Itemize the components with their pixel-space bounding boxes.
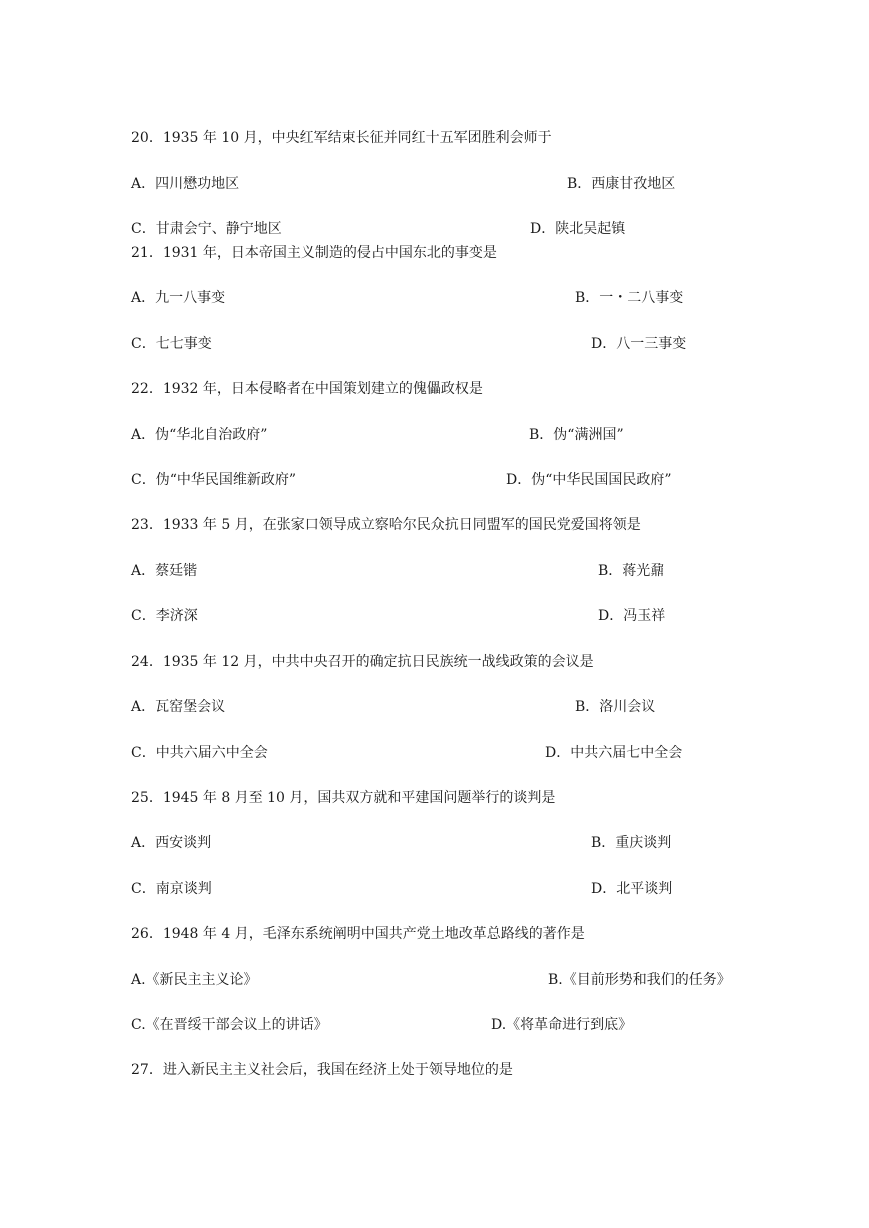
- question-24-option-a: A．瓦窑堡会议: [131, 699, 226, 715]
- question-20-option-b: B．西康甘孜地区: [567, 176, 676, 192]
- question-24-stem: 24．1935 年 12 月，中共中央召开的确定抗日民族统一战线政策的会议是: [131, 654, 594, 670]
- question-24-option-b: B．洛川会议: [575, 699, 656, 715]
- question-21-option-b: B．一・二八事变: [575, 290, 684, 306]
- question-26-option-b: B.《目前形势和我们的任务》: [548, 972, 731, 988]
- question-23-option-a: A．蔡廷锴: [131, 563, 198, 579]
- question-21-option-a: A．九一八事变: [131, 290, 226, 306]
- question-25-option-c: C．南京谈判: [131, 881, 212, 897]
- question-22-option-b: B．伪“满洲国”: [529, 427, 624, 443]
- question-20-stem: 20．1935 年 10 月，中央红军结束长征并同红十五军团胜利会师于: [131, 130, 552, 146]
- question-23-option-c: C．李济深: [131, 608, 198, 624]
- question-24-option-d: D．中共六届七中全会: [545, 745, 683, 761]
- question-25-option-b: B．重庆谈判: [591, 835, 672, 851]
- question-26-stem: 26．1948 年 4 月，毛泽东系统阐明中国共产党土地改革总路线的著作是: [131, 926, 585, 942]
- question-26-option-a: A.《新民主主义论》: [131, 972, 258, 988]
- question-21-option-d: D．八一三事变: [591, 336, 687, 352]
- question-21-stem: 21．1931 年，日本帝国主义制造的侵占中国东北的事变是: [131, 245, 497, 261]
- question-22-option-d: D．伪“中华民国国民政府”: [506, 472, 672, 488]
- question-26-option-c: C.《在晋绥干部会议上的讲话》: [131, 1017, 328, 1033]
- question-22-stem: 22．1932 年，日本侵略者在中国策划建立的傀儡政权是: [131, 381, 483, 397]
- question-23-option-d: D．冯玉祥: [598, 608, 666, 624]
- question-25-option-a: A．西安谈判: [131, 835, 212, 851]
- question-20-option-c: C．甘肃会宁、静宁地区: [131, 221, 282, 237]
- question-20-option-a: A．四川懋功地区: [131, 176, 240, 192]
- question-25-stem: 25．1945 年 8 月至 10 月，国共双方就和平建国问题举行的谈判是: [131, 790, 556, 806]
- question-26-option-d: D.《将革命进行到底》: [491, 1017, 633, 1033]
- question-25-option-d: D．北平谈判: [591, 881, 673, 897]
- question-22-option-c: C．伪“中华民国维新政府”: [131, 472, 297, 488]
- question-24-option-c: C．中共六届六中全会: [131, 745, 268, 761]
- question-27-stem: 27．进入新民主主义社会后，我国在经济上处于领导地位的是: [131, 1062, 513, 1078]
- question-23-option-b: B．蒋光鼐: [598, 563, 665, 579]
- question-22-option-a: A．伪“华北自治政府”: [131, 427, 268, 443]
- question-21-option-c: C．七七事变: [131, 336, 212, 352]
- question-20-option-d: D．陕北吴起镇: [530, 221, 626, 237]
- question-23-stem: 23．1933 年 5 月，在张家口领导成立察哈尔民众抗日同盟军的国民党爱国将领是: [131, 517, 641, 533]
